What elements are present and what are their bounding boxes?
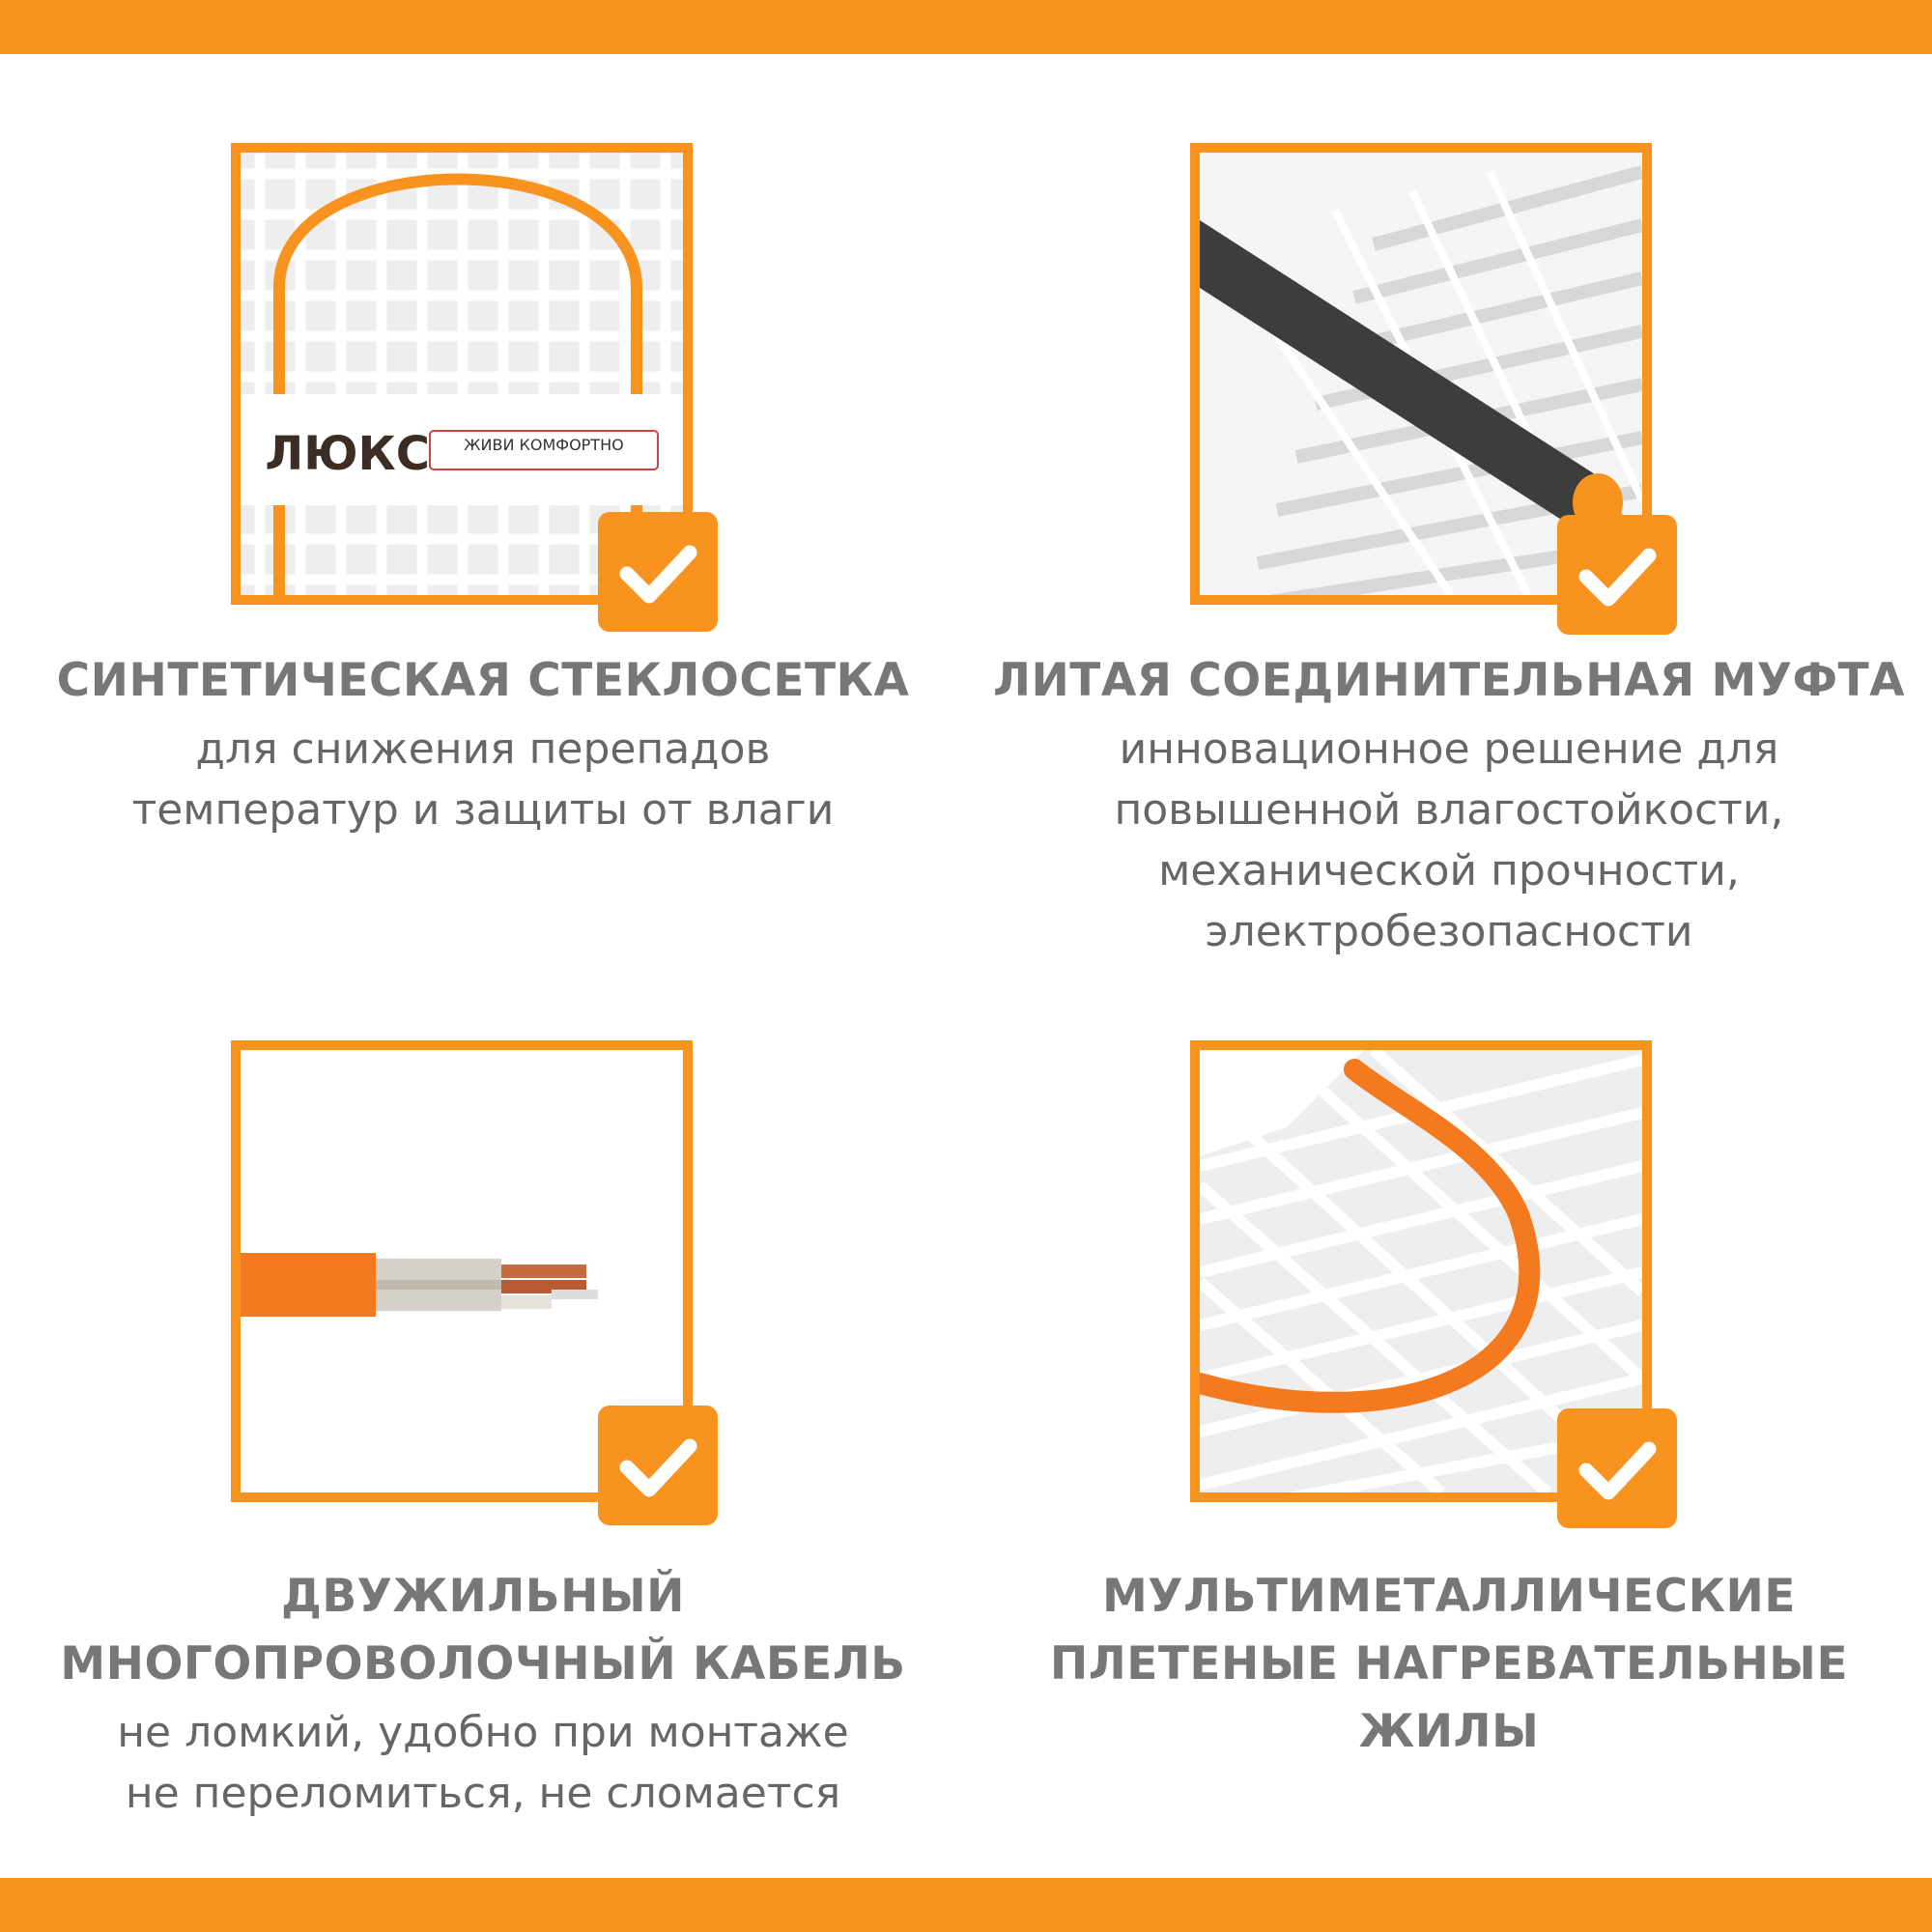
checkmark-badge <box>1557 1408 1677 1528</box>
label-slogan: ЖИВИ КОМФОРТНО <box>464 436 624 454</box>
feature-title: ЛИТАЯ СОЕДИНИТЕЛЬНАЯ МУФТА <box>992 654 1906 707</box>
checkmark-badge <box>1557 515 1677 635</box>
checkmark-icon <box>1557 1408 1677 1528</box>
checkmark-badge <box>598 512 718 632</box>
feature-description: инновационное решение для повышенной влагостойкости, механической прочности, электробезопасности <box>1114 724 1784 956</box>
checkmark-icon <box>1557 515 1677 635</box>
feature-title: МУЛЬТИМЕТАЛЛИЧЕСКИЕ ПЛЕТЕНЫЕ НАГРЕВАТЕЛЬНЫЕ ЖИЛЫ <box>1049 1570 1849 1758</box>
feature-card-braided-cores <box>966 966 1932 1878</box>
label-brand: ЛЮКС <box>265 427 430 481</box>
feature-card-coupling <box>966 0 1932 966</box>
checkmark-icon <box>598 512 718 632</box>
feature-card-twin-cable <box>0 966 966 1878</box>
bottom-accent-band <box>0 1878 1932 1932</box>
feature-description: не ломкий, удобно при монтаже не переломиться, не сломается <box>117 1708 849 1818</box>
feature-title: ДВУЖИЛЬНЫЙ МНОГОПРОВОЛОЧНЫЙ КАБЕЛЬ <box>60 1570 906 1690</box>
feature-card-glass-mesh <box>0 0 966 966</box>
feature-title: СИНТЕТИЧЕСКАЯ СТЕКЛОСЕТКА <box>56 654 910 707</box>
feature-description: для снижения перепадов температур и защиты от влаги <box>131 724 835 835</box>
checkmark-icon <box>598 1406 718 1525</box>
checkmark-badge <box>598 1406 718 1525</box>
